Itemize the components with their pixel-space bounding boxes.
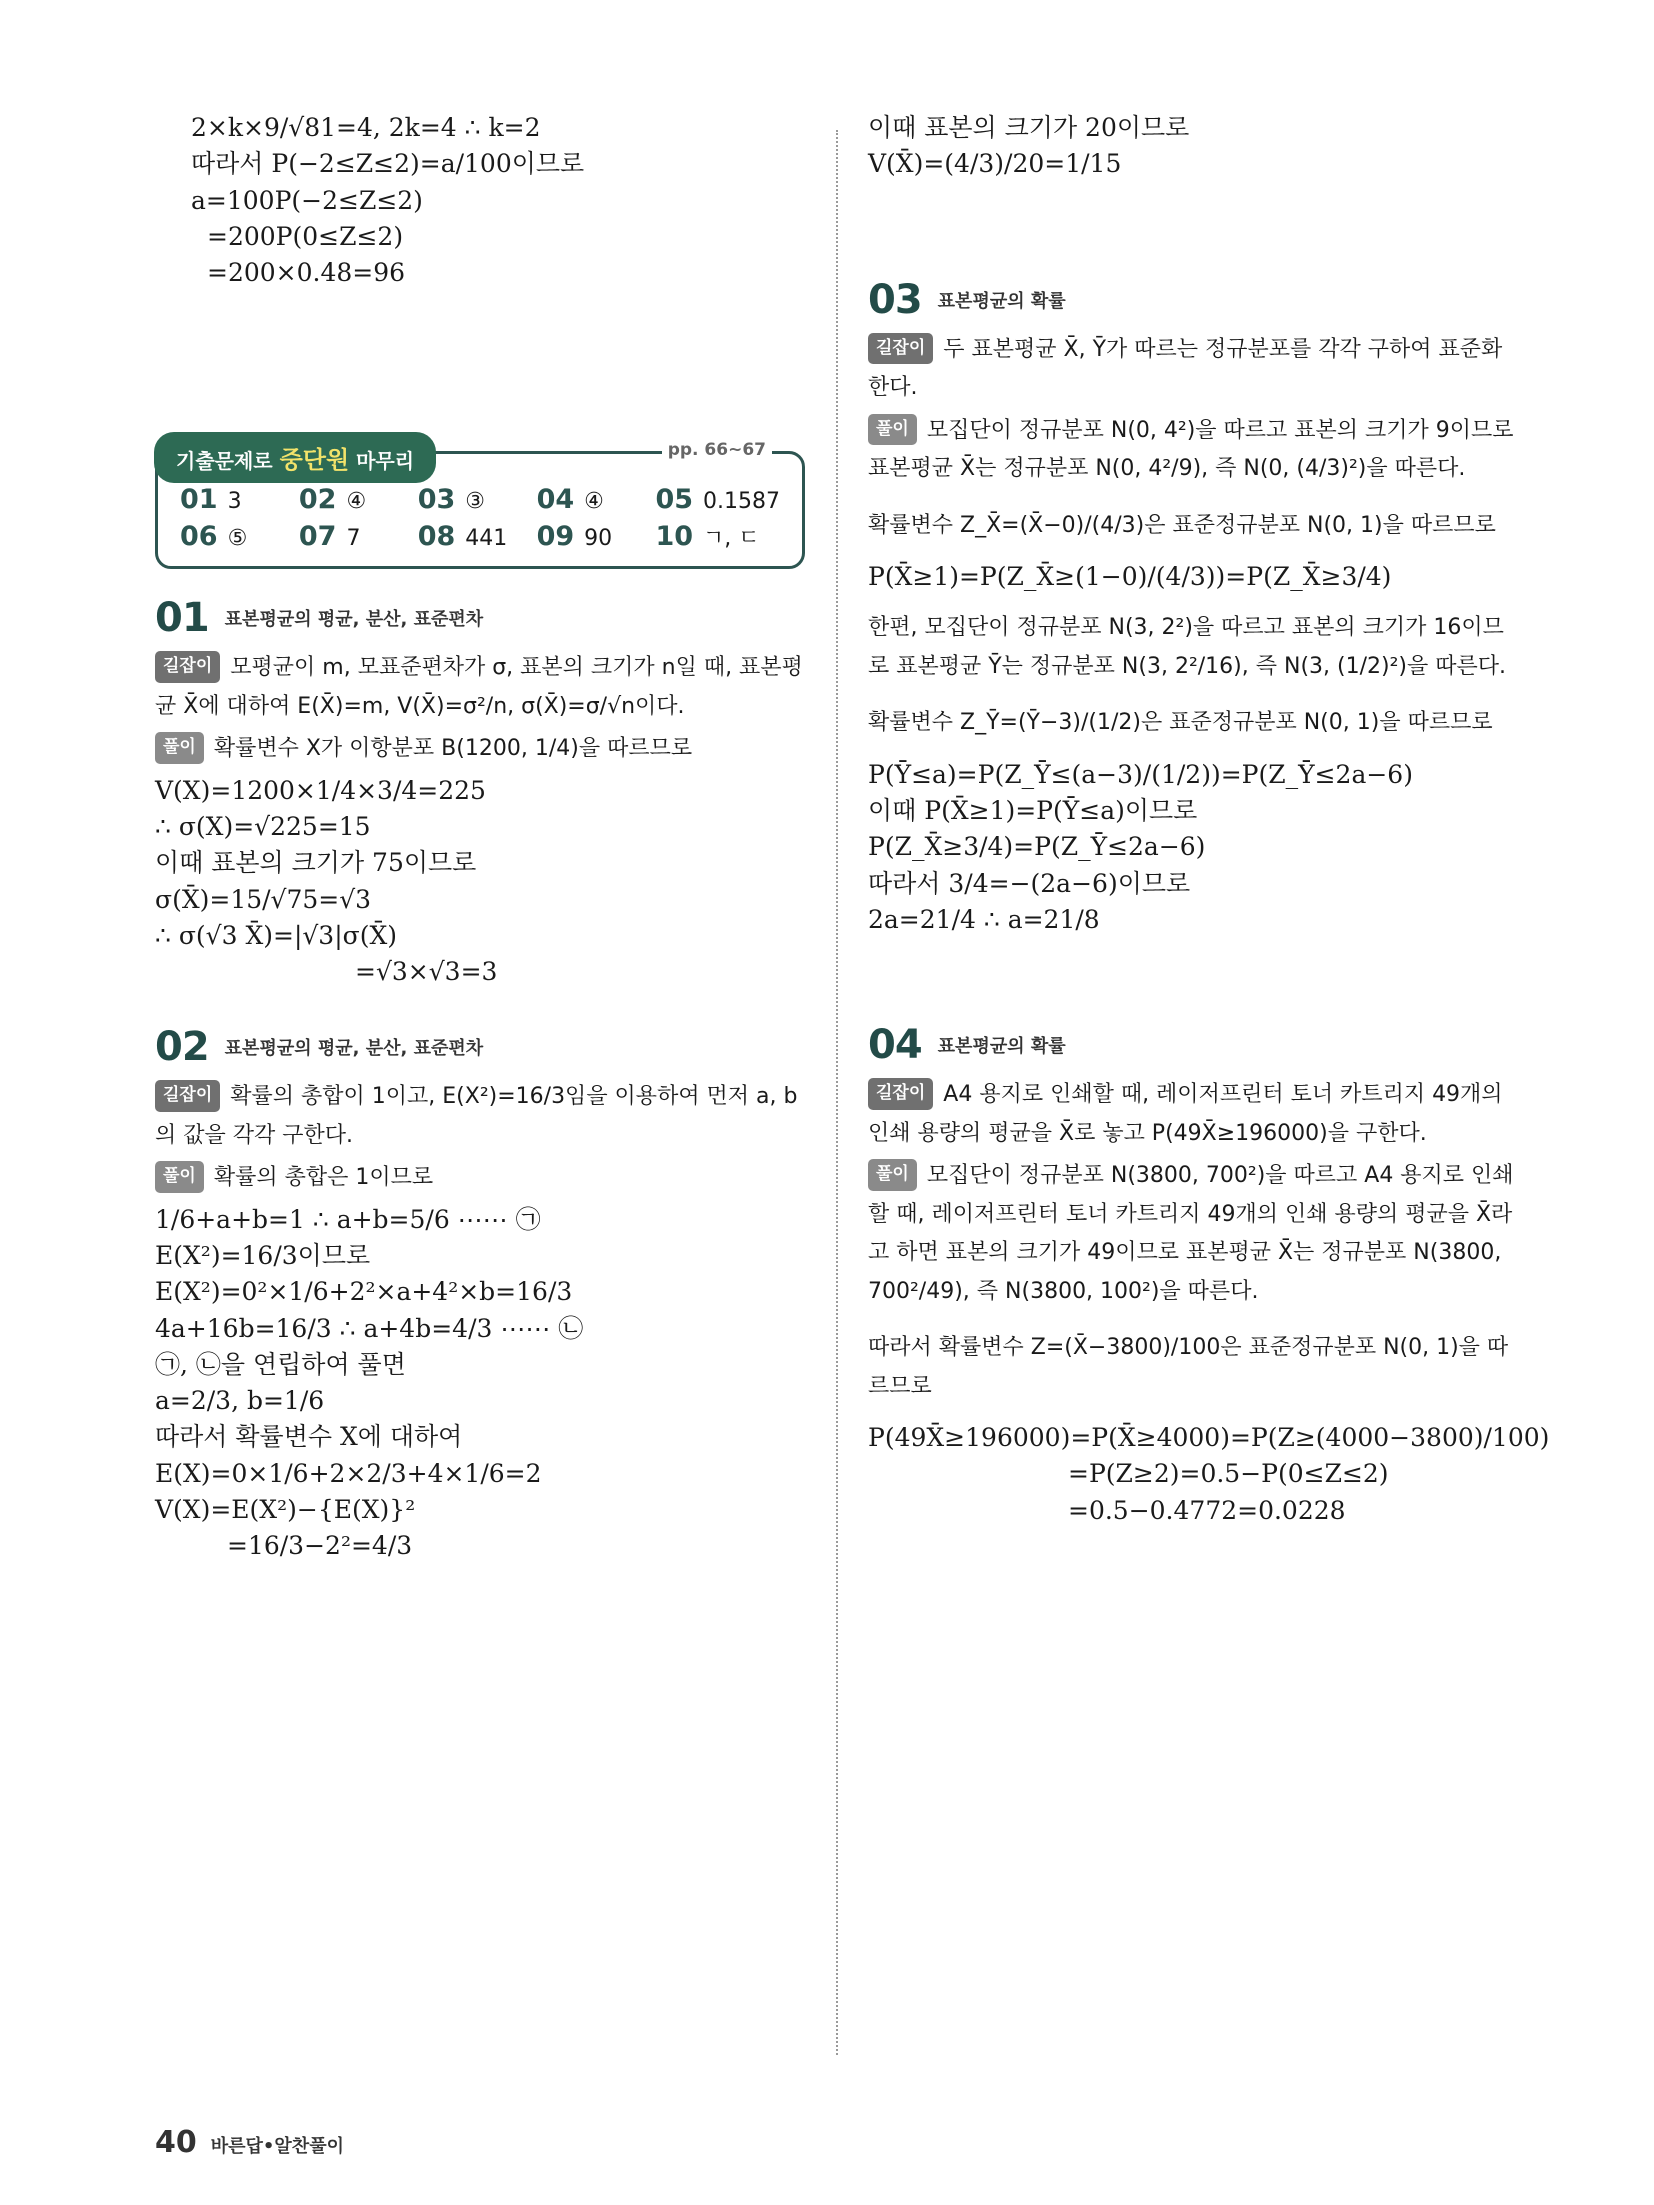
answer-item: 04 ④ [536, 484, 604, 516]
question-01-header: 01 표본평균의 평균, 분산, 표준편차 [155, 595, 484, 642]
question-04-header: 04 표본평균의 확률 [868, 1022, 1066, 1068]
solution-paragraph: 풀이 확률의 총합은 1이므로 [155, 1159, 805, 1198]
guide-paragraph: 길잡이 두 표본평균 X̄, Ȳ가 따르는 정규분포를 각각 구하여 표준화한다. [868, 331, 1518, 408]
math-line: 따라서 확률변수 Z=(X̄−3800)/100은 표준정규분포 N(0, 1)을 따르므로 [868, 1335, 1509, 1399]
math-line: E(X)=0×1/6+2×2/3+4×1/6=2 [155, 1458, 542, 1488]
page-number: 40 [155, 2125, 197, 2160]
math-line: P(X̄≥1)=P(Z_X̄≥(1−0)/(4/3))=P(Z_X̄≥3/4) [868, 562, 1392, 591]
math-line: a=100P(−2≤Z≤2) [191, 185, 423, 215]
answer-item: 07 7 [298, 521, 361, 553]
right-column [868, 110, 1550, 1529]
question-03-header: 03 표본평균의 확률 [868, 276, 1066, 323]
math-line: P(Ȳ≤a)=P(Z_Ȳ≤(a−3)/(1/2))=P(Z_Ȳ≤2a−6) [868, 759, 1413, 789]
math-line: 따라서 확률변수 X에 대하여 [155, 1422, 463, 1452]
math-line: ㉠, ㉡을 연립하여 풀면 [155, 1349, 406, 1379]
left-column [155, 110, 805, 1564]
guide-paragraph: 길잡이 확률의 총합이 1이고, E(X²)=16/3임을 이용하여 먼저 a, b의 값을 각각 구한다. [155, 1078, 805, 1155]
solution-paragraph: 풀이 확률변수 X가 이항분포 B(1200, 1/4)을 따르므로 [155, 730, 805, 769]
answer-grid [180, 484, 780, 552]
math-line: =200×0.48=96 [207, 258, 406, 287]
answer-summary-box [155, 440, 805, 569]
answer-item: 09 90 [536, 521, 613, 553]
guide-paragraph: 길잡이 모평균이 m, 모표준편차가 σ, 표본의 크기가 n일 때, 표본평균 X̄에 대하여 E(X̄)=m, V(X̄)=σ²/n, σ(X̄)=σ/√n이다. [155, 649, 805, 726]
answer-box-title: 기출문제로 중단원 마무리 [154, 432, 436, 483]
answer-item: 01 3 [180, 484, 242, 516]
math-line: 따라서 P(−2≤Z≤2)=a/100이므로 [191, 149, 585, 179]
math-line: 한편, 모집단이 정규분포 N(3, 2²)을 따르고 표본의 크기가 16이므로 표본평균 Ȳ는 정규분포 N(3, 2²/16), 즉 N(3, (1/2)²)을 따른다. [868, 615, 1506, 679]
solution-paragraph: 풀이 모집단이 정규분포 N(3800, 700²)을 따르고 A4 용지로 인쇄할 때, 레이저프린터 토너 카트리지 49개의 인쇄 용량의 평균을 X̄라고 하면 표본의 크기가 49이므로 표본평균 X̄는 정규분포 N(3800, 700²/49), 즉 N(3800, 100²)을 따른다. [868, 1157, 1518, 1311]
answer-item: 06 ⑤ [180, 521, 248, 553]
math-line: ∴ σ(X)=√225=15 [155, 812, 371, 841]
math-line: 2×k×9/√81=4, 2k=4 ∴ k=2 [191, 113, 541, 142]
math-line: =200P(0≤Z≤2) [207, 221, 404, 251]
math-line: V(X̄)=(4/3)/20=1/15 [868, 149, 1122, 179]
math-line: V(X)=E(X²)−{E(X)}² [155, 1494, 416, 1524]
column-divider [836, 130, 838, 2055]
math-line: 이때 P(X̄≥1)=P(Ȳ≤a)이므로 [868, 796, 1198, 825]
math-line: 확률변수 Z_X̄=(X̄−0)/(4/3)은 표준정규분포 N(0, 1)을 따르므로 [868, 512, 1496, 538]
answer-box-pages: pp. 66~67 [662, 440, 772, 460]
page-footer [155, 2125, 344, 2160]
math-line: 1/6+a+b=1 ∴ a+b=5/6 ⋯⋯ ㉠ [155, 1204, 541, 1234]
math-line: =16/3−2²=4/3 [227, 1531, 413, 1560]
math-line: 4a+16b=16/3 ∴ a+4b=4/3 ⋯⋯ ㉡ [155, 1313, 584, 1343]
math-line: E(X²)=16/3이므로 [155, 1241, 371, 1270]
guide-paragraph: 길잡이 A4 용지로 인쇄할 때, 레이저프린터 토너 카트리지 49개의 인쇄 용량의 평균을 X̄로 놓고 P(49X̄≥196000)을 구한다. [868, 1076, 1518, 1153]
math-line: E(X²)=0²×1/6+2²×a+4²×b=16/3 [155, 1277, 573, 1307]
math-line: 이때 표본의 크기가 20이므로 [868, 113, 1190, 142]
math-line: P(Z_X̄≥3/4)=P(Z_Ȳ≤2a−6) [868, 832, 1206, 862]
book-brand: 바른답•알찬풀이 [210, 2136, 344, 2157]
math-line: a=2/3, b=1/6 [155, 1386, 325, 1415]
math-line: =√3×√3=3 [355, 957, 498, 986]
math-line: =P(Z≥2)=0.5−P(0≤Z≤2) [1068, 1459, 1389, 1489]
question-02-header: 02 표본평균의 평균, 분산, 표준편차 [155, 1024, 484, 1071]
math-line: V(X)=1200×1/4×3/4=225 [155, 775, 486, 805]
math-line: ∴ σ(√3 X̄)=|√3|σ(X̄) [155, 920, 398, 950]
answer-item: 02 ④ [298, 484, 367, 516]
math-line: σ(X̄)=15/√75=√3 [155, 884, 372, 914]
math-line: 따라서 3/4=−(2a−6)이므로 [868, 868, 1191, 898]
math-line: 확률변수 Z_Ȳ=(Ȳ−3)/(1/2)은 표준정규분포 N(0, 1)을 따르므로 [868, 710, 1493, 736]
answer-item: 10 ㄱ, ㄷ [655, 521, 760, 553]
answer-item: 08 441 [417, 521, 508, 553]
math-line: =0.5−0.4772=0.0228 [1068, 1495, 1346, 1525]
math-line: 2a=21/4 ∴ a=21/8 [868, 904, 1100, 934]
answer-item: 05 0.1587 [655, 484, 780, 516]
solution-paragraph: 풀이 모집단이 정규분포 N(0, 4²)을 따르고 표본의 크기가 9이므로 표본평균 X̄는 정규분포 N(0, 4²/9), 즉 N(0, (4/3)²)을 따른다. [868, 412, 1518, 489]
math-line: P(49X̄≥196000)=P(X̄≥4000)=P(Z≥(4000−3800)/100) [868, 1423, 1550, 1452]
answer-item: 03 ③ [417, 484, 486, 516]
math-line: 이때 표본의 크기가 75이므로 [155, 848, 477, 878]
